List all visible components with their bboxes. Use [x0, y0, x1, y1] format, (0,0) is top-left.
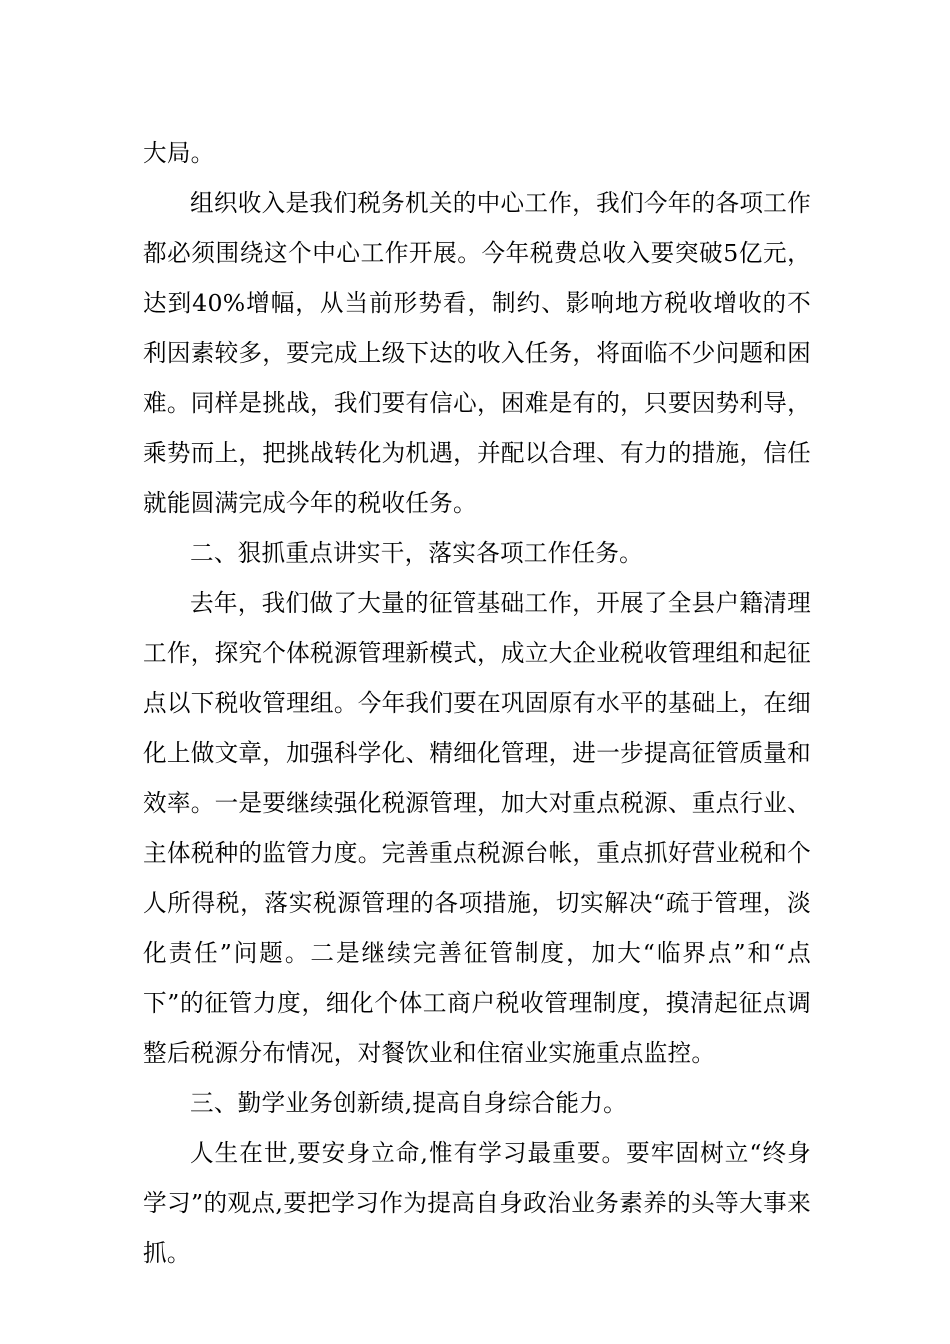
- paragraph-continuation: 大局。: [143, 139, 215, 167]
- section-heading-2: 二、狠抓重点讲实干，落实各项工作任务。: [190, 539, 644, 567]
- paragraph-tax-management: 去年，我们做了大量的征管基础工作，开展了全县户籍清理工作，探究个体税源管理新模式，成立大企业税收管理组和起征点以下税收管理组。今年我们要在巩固原有水平的基础上，在细化上做文章，加强科学化、精细化管理，进一步提高征管质量和效率。一是要继续强化税源管理，加大对重点税源、重点行业、主体税种的监管力度。完善重点税源台帐，重点抓好营业税和个人所得税，落实税源管理的各项措施，切实解决“疏于管理，淡化责任”问题。二是继续完善征管制度，加大“临界点”和“点下”的征管力度，细化个体工商户税收管理制度，摸清起征点调整后税源分布情况，对餐饮业和住宿业实施重点监控。: [143, 589, 811, 1067]
- paragraph-revenue: 组织收入是我们税务机关的中心工作，我们今年的各项工作都必须围绕这个中心工作开展。今年税费总收入要突破5亿元，达到40%增幅，从当前形势看，制约、影响地方税收增收的不利因素较多，要完成上级下达的收入任务，将面临不少问题和困难。同样是挑战，我们要有信心，困难是有的，只要因势利导，乘势而上，把挑战转化为机遇，并配以合理、有力的措施，信任就能圆满完成今年的税收任务。: [143, 189, 811, 517]
- section-heading-3: 三、勤学业务创新绩,提高自身综合能力。: [190, 1089, 627, 1117]
- paragraph-learning: 人生在世,要安身立命,惟有学习最重要。要牢固树立“终身学习”的观点,要把学习作为提高自身政治业务素养的头等大事来抓。: [143, 1139, 811, 1267]
- body-text: [143, 128, 811, 1278]
